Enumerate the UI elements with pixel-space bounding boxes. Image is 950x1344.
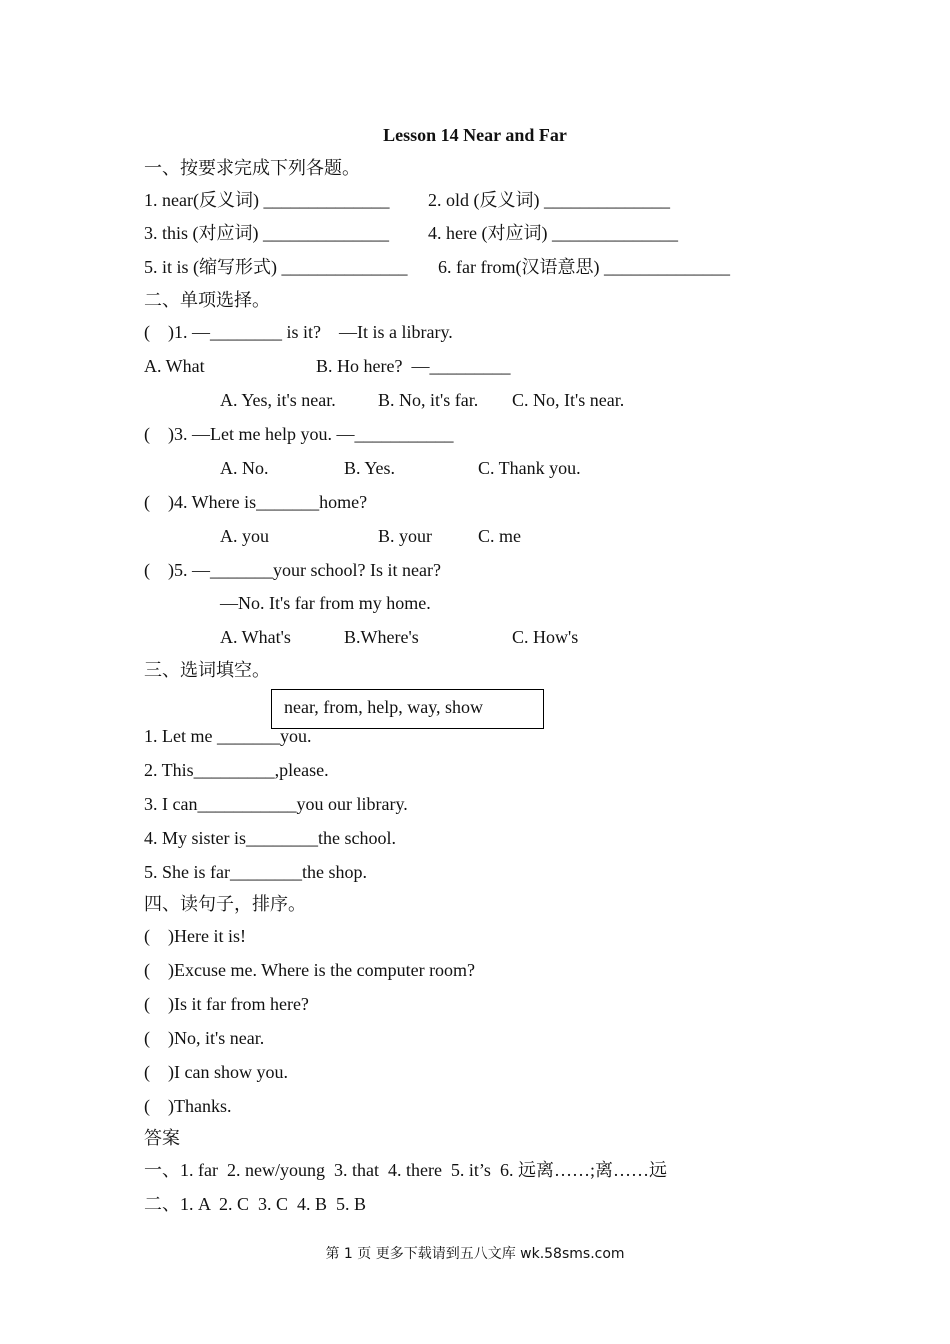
section3-item-3: 3. I can___________you our library. <box>144 794 408 814</box>
word-bank-text: near, from, help, way, show <box>284 697 484 717</box>
section4-item-4: ( )No, it's near. <box>144 1028 265 1048</box>
section3-item-4: 4. My sister is________the school. <box>144 828 396 848</box>
section3-heading: 三、选词填空。 <box>144 660 270 680</box>
q2-option-c: C. No, It's near. <box>512 390 625 410</box>
section4-item-1: ( )Here it is! <box>144 926 246 946</box>
q3-option-b: B. Yes. <box>344 458 396 478</box>
section4-item-3: ( )Is it far from here? <box>144 994 309 1014</box>
q4-option-b: B. your <box>378 526 432 546</box>
section1-item-2: 2. old (反义词) ______________ <box>428 190 670 210</box>
section4-item-2: ( )Excuse me. Where is the computer room? <box>144 960 476 980</box>
q5-option-a: A. What's <box>220 627 291 647</box>
q5-reply: —No. It's far from my home. <box>220 593 431 613</box>
section1-item-3: 3. this (对应词) ______________ <box>144 223 389 243</box>
word-bank-box <box>271 689 544 729</box>
section3-item-5: 5. She is far________the shop. <box>144 862 367 882</box>
answers-line-2: 二、1. A 2. C 3. C 4. B 5. B <box>144 1194 367 1214</box>
section1-item-4: 4. here (对应词) ______________ <box>428 223 678 243</box>
q1-option-a: A. What <box>144 356 205 376</box>
q5-option-c: C. How's <box>512 627 579 647</box>
section1-item-1: 1. near(反义词) ______________ <box>144 190 390 210</box>
section4-item-6: ( )Thanks. <box>144 1096 232 1116</box>
page-footer: 第 1 页 更多下载请到五八文库 wk.58sms.com <box>325 1246 625 1262</box>
q4-option-a: A. you <box>220 526 269 546</box>
section3-item-2: 2. This_________,please. <box>144 760 329 780</box>
section4-heading: 四、读句子，排序。 <box>144 894 306 914</box>
q2-option-a: A. Yes, it's near. <box>220 390 336 410</box>
q2-option-b: B. No, it's far. <box>378 390 479 410</box>
q3-option-a: A. No. <box>220 458 269 478</box>
question-5: ( )5. —_______your school? Is it near? <box>144 560 441 580</box>
question-1: ( )1. —________ is it? —It is a library. <box>144 322 453 342</box>
section2-heading: 二、单项选择。 <box>144 290 270 310</box>
q4-option-c: C. me <box>478 526 521 546</box>
section1-item-5: 5. it is (缩写形式) ______________ <box>144 257 408 277</box>
q1-option-b-question-2: B. Ho here? —_________ <box>316 356 511 376</box>
page-title: Lesson 14 Near and Far <box>383 125 567 145</box>
section1-heading: 一、按要求完成下列各题。 <box>144 158 360 178</box>
section1-item-6: 6. far from(汉语意思) ______________ <box>438 257 730 277</box>
section3-item-1: 1. Let me _______you. <box>144 726 312 746</box>
q3-option-c: C. Thank you. <box>478 458 581 478</box>
q5-option-b: B.Where's <box>344 627 419 647</box>
question-3: ( )3. —Let me help you. —___________ <box>144 424 454 444</box>
question-4: ( )4. Where is_______home? <box>144 492 368 512</box>
answers-line-1: 一、1. far 2. new/young 3. that 4. there 5. it’s 6. 远离……;离……远 <box>144 1160 667 1180</box>
section4-item-5: ( )I can show you. <box>144 1062 288 1082</box>
answers-heading: 答案 <box>144 1128 180 1148</box>
